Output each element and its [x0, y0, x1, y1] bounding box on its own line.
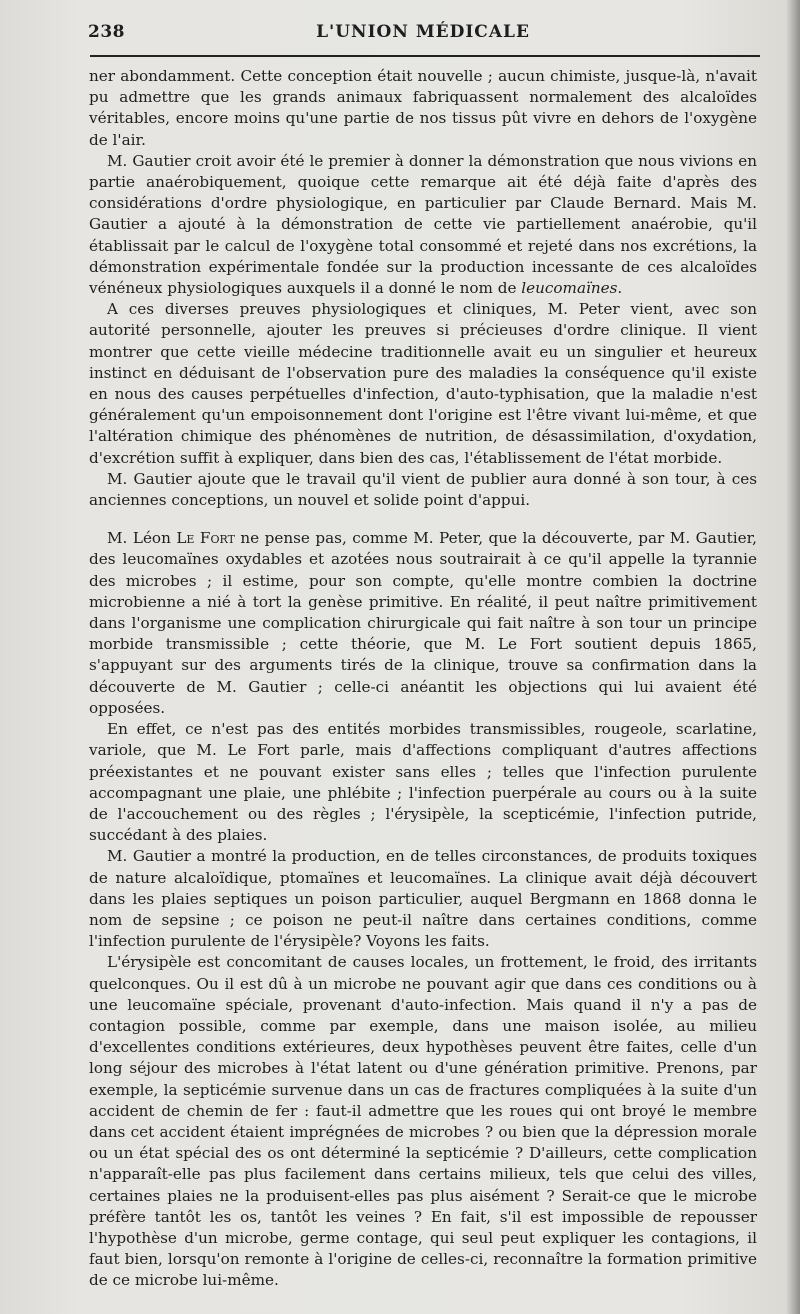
text-run: M. Gautier croit avoir été le premier à donner la démonstration que nous vivions en partie anaérobiquement, quoique cette remarque ait été déjà faite d'après des considérations d'ordre physiologique, en particulier par Claude Bernard. Mais M. Gautier a ajouté à la démonstration de cette vie partiellement anaérobie, qu'il établissait par le calcul de l'oxygène total consommé et rejeté dans nos excrétions, la démonstration expérimentale fondée sur la production incessante de ces alcaloïdes vénéneux physiologiques auxquels il a donné le nom de [89, 151, 757, 298]
paragraph [89, 66, 757, 151]
text-run: ne pense pas, comme M. Peter, que la découverte, par M. Gautier, des leucomaïnes oxydables et azotées nous soutrairait à ce qu'il appelle la tyrannie des microbes ; il estime, pour son compte, qu'elle montre combien la doctrine microbienne a nié à tort la genèse primitive. En réalité, il peut naître primitivement dans l'organisme une complication chirurgicale qui fait naître à son tour un principe morbide transmissible ; cette théorie, que M. Le Fort soutient depuis 1865, s'appuyant sur des arguments tirés de la clinique, trouve sa confirmation dans la découverte de M. Gautier ; celle-ci anéantit les objections qui lui avaient été opposées. [89, 529, 757, 717]
paragraph [89, 299, 757, 469]
italic-term: leucomaïnes [521, 279, 618, 298]
text-run: En effet, ce n'est pas des entités morbides transmissibles, rougeole, scarlatine, variole, que M. Le Fort parle, mais d'affections compliquant d'autres affections préexistantes et ne pouvant exister sans elles ; telles que l'infection purulente accompagnant une plaie, une phlébite ; l'infection puerpérale au cours ou à la suite de l'accouchement ou des règles ; l'érysipèle, la scepticémie, l'infection putride, succédant à des plaies. [89, 720, 757, 845]
paragraph [89, 719, 757, 846]
paragraph [89, 469, 757, 511]
text-run: . [617, 279, 623, 298]
text-run: L'érysipèle est concomitant de causes locales, un frottement, le froid, des irritants quelconques. Ou il est dû à un microbe ne pouvant agir que dans ces conditions ou à une leucomaïne spéciale, provenant d'auto-infection. Mais quand il n'y a pas de contagion possible, comme par exemple, dans une maison isolée, au milieu d'excellentes conditions extérieures, deux hypothèses peuvent être faites, celle d'un long séjour des microbes à l'état latent ou d'une génération primitive. Prenons, par exemple, la septicémie survenue dans un cas de fractures compliquées à la suite d'un accident de chemin de fer : faut-il admettre que les roues qui ont broyé le membre dans cet accident étaient imprégnées de microbes ? ou bien que la dépression morale ou un état spécial des os ont déterminé la septicémie ? D'ailleurs, cette complication n'apparaît-elle pas plus facilement dans certains milieux, tels que celui des villes, certaines plaies ne la produisent-elles pas plus aisément ? Serait-ce que le microbe préfère tantôt les os, tantôt les veines ? En fait, s'il est impossible de repousser l'hypothèse d'un microbe, germe contage, qui seul peut expliquer les contagions, il faut bien, lorsqu'on remonte à l'origine de celles-ci, reconnaître la formation primitive de ce microbe lui-même. [89, 953, 757, 1290]
text-run: M. Gautier ajoute que le travail qu'il vient de publier aura donné à son tour, à ces anciennes conceptions, un nouvel et solide point d'appui. [89, 469, 757, 510]
text-run: M. Gautier a montré la production, en de telles circonstances, de produits toxiques de nature alcaloïdique, ptomaïnes et leucomaïnes. La clinique avait déjà découvert dans les plaies septiques un poison particulier, auquel Bergmann en 1868 donna le nom de sepsine ; ce poison ne peut-il naître dans certaines conditions, comme l'infection purulente de l'érysipèle? Voyons les faits. [89, 847, 757, 951]
page-edge-shadow [786, 0, 800, 1314]
text-run: ner abondamment. Cette conception était nouvelle ; aucun chimiste, jusque-là, n'avait pu admettre que les grands animaux fabriquassent normalement des alcaloïdes véritables, encore moins qu'une partie de nos tissus pût vivre en dehors de l'oxygène de l'air. [89, 67, 757, 149]
running-title: L'UNION MÉDICALE [316, 22, 530, 42]
text-run: A ces diverses preuves physiologiques et cliniques, M. Peter vient, avec son autorité personnelle, ajouter les preuves si précieuses d'ordre clinique. Il vient montrer que cette vieille médecine traditionnelle avait eu un singulier et heureux instinct en déduisant de l'observation pure des maladies la conséquence qu'il existe en nous des causes perpétuelles d'infection, d'auto-typhisation, que la maladie n'est généralement qu'un empoisonnement dont l'origine est l'être vivant lui-même, et que l'altération chimique des phénomènes de nutrition, de désassimilation, d'oxydation, d'excrétion suffit à expliquer, dans bien des cas, l'établissement de l'état morbide. [89, 300, 757, 467]
header-rule [90, 55, 760, 57]
paragraph [89, 528, 757, 719]
paragraph [89, 846, 757, 952]
article-body [89, 66, 757, 1292]
small-caps-name: Le Fort [176, 529, 235, 548]
paragraph [89, 151, 757, 299]
running-header [88, 22, 758, 48]
page-number: 238 [88, 22, 125, 42]
paragraph [89, 952, 757, 1291]
text-run: M. Léon [107, 529, 177, 548]
